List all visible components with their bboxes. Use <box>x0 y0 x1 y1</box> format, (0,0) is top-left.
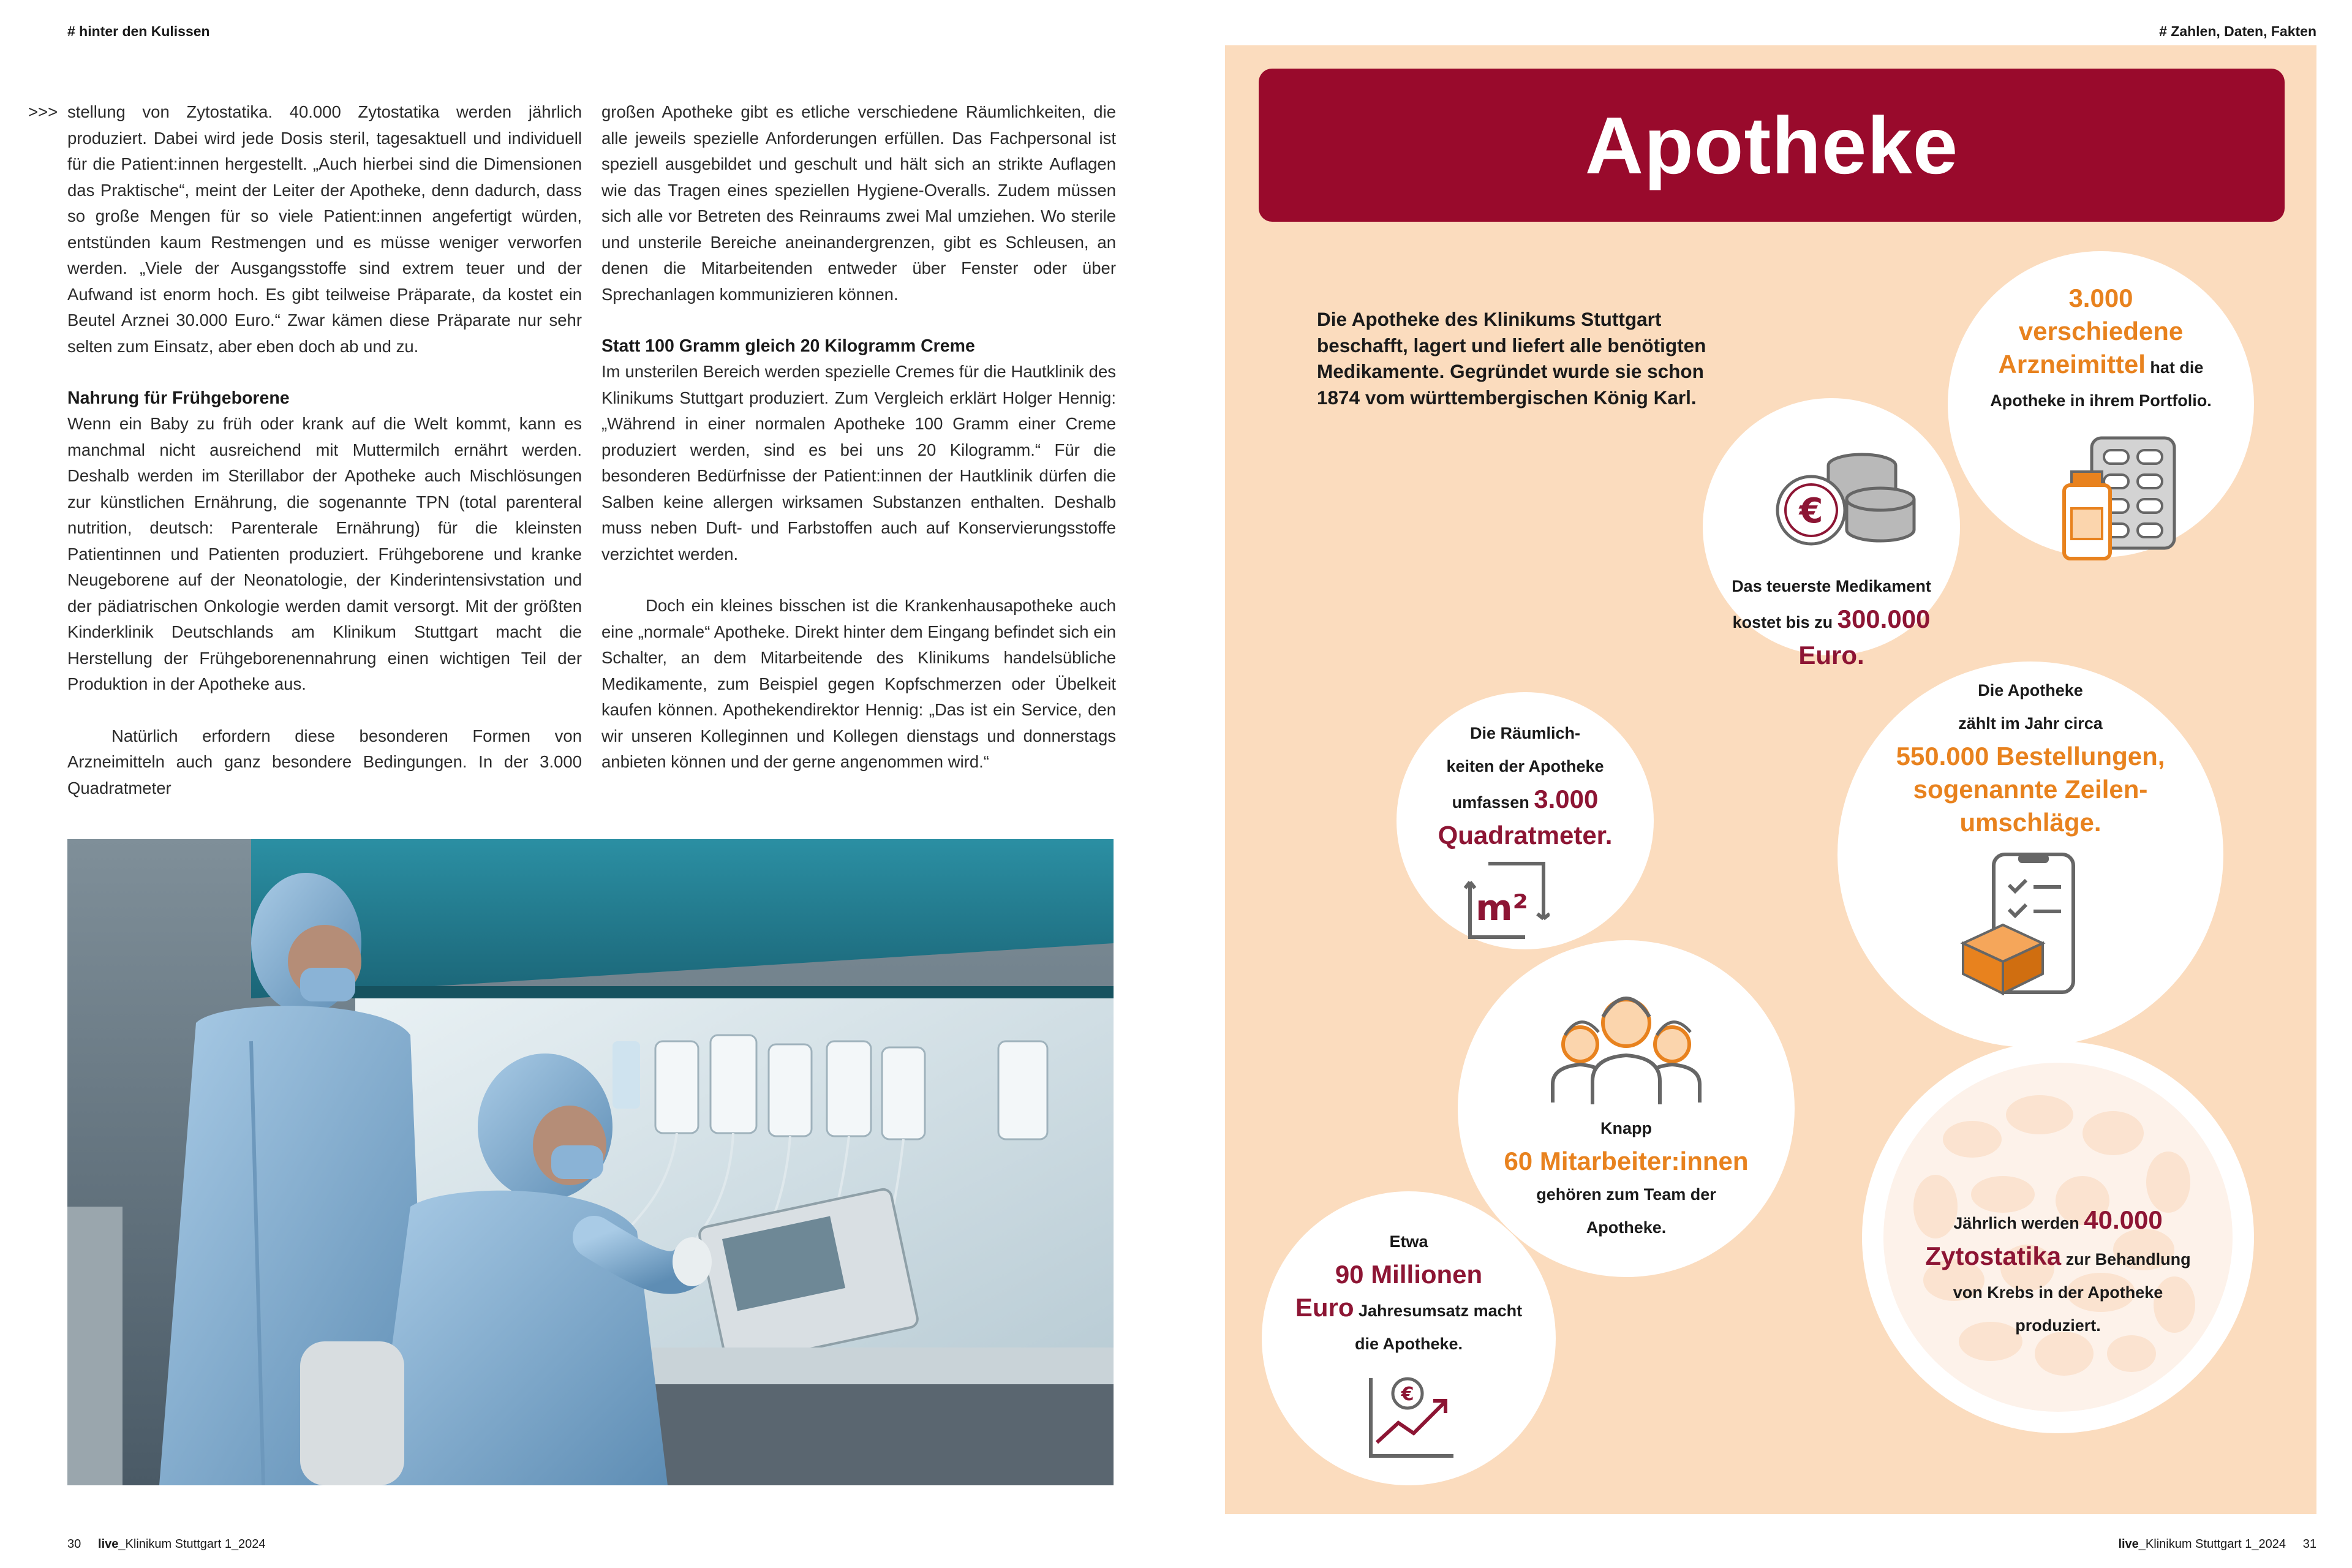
fact-revenue-unit: Euro <box>1295 1293 1354 1322</box>
paragraph: großen Apotheke gibt es etliche verschiedene Räumlichkeiten, die alle jeweils spezielle Anforderungen erfüllen. Das Fachpersonal ist speziell ausgebildet und geschult und hält sich an strikte Auflagen wie das Tragen eines speziellen Hygiene-Overalls. Zudem müssen sich alle vor Betreten des Reinraums zwei Mal umziehen. Wo sterile und unsterile Bereiche aneinandergrenzen, gibt es Schleusen, an denen die Mitarbeitenden entweder über Fenster oder über Sprechanlagen kommunizieren können. <box>601 102 1116 304</box>
svg-text:€: € <box>1401 1384 1414 1405</box>
infographic-title: Apotheke <box>1585 100 1959 190</box>
fact-medicines-number: 3.000 <box>2068 284 2133 312</box>
svg-text:€: € <box>1799 491 1823 531</box>
fact-orders-line2: zählt im Jahr circa <box>1958 714 2103 733</box>
fact-cytostatics <box>1880 1204 2236 1342</box>
revenue-chart-icon <box>1365 1375 1457 1461</box>
continuation-mark: >>> <box>28 102 58 121</box>
fact-revenue-number: 90 Millionen <box>1335 1260 1483 1289</box>
fact-orders-highlight: sogenannte Zeilen- <box>1913 775 2148 804</box>
subheading: Statt 100 Gramm gleich 20 Kilogramm Creme <box>601 336 975 356</box>
paragraph: Im unsterilen Bereich werden spezielle Cremes für die Hautklinik des Klinikums Stuttgart produziert. Zum Vergleich erklärt Holger Hennig: „Während in einer normalen Apotheke 100 Gramm einer Creme produziert werden, sind es bei uns 20 Kilogramm.“ Für die besonderen Bedürfnisse der Patient:innen der Hautklinik dürfen die Salben keine allergen wirksamen Substanzen enthalten. Deshalb muss neben Duft- und Farbstoffen auch auf Konservierungsstoffe verzichtet werden. <box>601 362 1116 564</box>
fact-orders-number: 550.000 Bestellungen, <box>1896 742 2165 771</box>
svg-text:m²: m² <box>1476 887 1528 929</box>
fact-cytostatics-number: 40.000 <box>2084 1205 2163 1234</box>
article-column-2 <box>601 99 1116 775</box>
fact-expensive-line1: Das teuerste Medikament <box>1732 577 1931 595</box>
fact-revenue-line1: Etwa <box>1389 1232 1428 1251</box>
fact-medicines <box>1954 282 2248 417</box>
fact-staff-number: 60 Mitarbeiter:innen <box>1504 1147 1749 1175</box>
pills-icon <box>2058 435 2180 564</box>
fact-area <box>1403 717 1648 852</box>
section-tag-right: # Zahlen, Daten, Fakten <box>2159 23 2316 39</box>
page-number: 31 <box>2302 1537 2316 1551</box>
fact-staff-line3: Apotheke. <box>1586 1218 1667 1237</box>
fact-medicines-highlight2: Arzneimittel <box>1998 350 2146 379</box>
magazine-brand: live <box>98 1537 119 1551</box>
magazine-brand: live <box>2118 1537 2139 1551</box>
coins-euro-icon <box>1773 450 1920 548</box>
fact-area-unit: Quadratmeter. <box>1438 821 1613 850</box>
fact-staff-line2: gehören zum Team der <box>1536 1185 1716 1204</box>
fact-area-number: 3.000 <box>1534 785 1599 813</box>
fact-orders-highlight2: umschläge. <box>1959 808 2101 837</box>
fact-expensive <box>1709 570 1954 672</box>
section-tag-left: # hinter den Kulissen <box>67 23 210 39</box>
paragraph: Doch ein kleines bisschen ist die Krankenhausapotheke auch eine „normale“ Apotheke. Direkt hinter dem Eingang befindet sich ein Schalter, an dem Mitarbeitende des Klinikums handelsübliche Medikamente, zum Beispiel gegen Kopfschmerzen oder Übelkeit kaufen können. Apothekendirektor Hennig: „Das ist ein Service, den wir unseren Kolleginnen und Kollegen dienstags und donnerstags anbieten können und der gerne angenommen wird.“ <box>601 596 1116 771</box>
infographic-intro: Die Apotheke des Klinikums Stuttgart beschafft, lagert und liefert alle benötigten Medikamente. Gegründet wurde sie schon 1874 vom württembergischen König Karl. <box>1317 308 1706 409</box>
fact-area-line1: Die Räumlich- <box>1469 724 1581 742</box>
footer-right <box>2118 1537 2316 1551</box>
fact-expensive-unit: Euro. <box>1798 641 1864 669</box>
square-meter-icon <box>1464 858 1550 943</box>
fact-area-line2: keiten der Apotheke <box>1446 757 1604 775</box>
fact-orders-line1: Die Apotheke <box>1978 681 2083 699</box>
fact-medicines-line: Apotheke in ihrem Portfolio. <box>1990 391 2212 410</box>
fact-revenue <box>1271 1225 1547 1360</box>
fact-staff-line1: Knapp <box>1600 1119 1652 1137</box>
fact-revenue-line2: die Apotheke. <box>1354 1335 1463 1353</box>
subheading: Nahrung für Frühgeborene <box>67 388 290 408</box>
article-column-1 <box>67 99 582 801</box>
fact-orders <box>1844 674 2217 839</box>
fact-cytostatics-line3: produziert. <box>2015 1316 2101 1335</box>
fact-cytostatics-highlight: Zytostatika <box>1925 1242 2062 1270</box>
paragraph: stellung von Zytostatika. 40.000 Zytostatika werden jährlich produziert. Dabei wird jede Dosis steril, tagesaktuell und individuell für die Patient:innen hergestellt. „Auch hierbei sind die Dimensionen das Praktische“, meint der Leiter der Apotheke, denn dadurch, dass so große Mengen für so viele Patient:innen angefertigt würden, entstünden kaum Restmengen und es müsse weniger verworfen werden. „Viele der Ausgangsstoffe sind extrem teuer und der Aufwand ist enorm hoch. Es gibt teilweise Präparate, da kostet ein Beutel Arznei 30.000 Euro.“ Zwar kämen diese Präparate nur sehr selten zum Einsatz, aber eben doch ab und zu. <box>67 102 582 356</box>
cleanroom-lab-photo <box>67 839 1114 1485</box>
fact-medicines-after: hat die <box>2145 358 2204 377</box>
fact-area-line3: umfassen <box>1452 793 1534 812</box>
fact-cytostatics-line2: von Krebs in der Apotheke <box>1953 1283 2163 1302</box>
magazine-issue: _Klinikum Stuttgart 1_2024 <box>2138 1537 2286 1551</box>
fact-revenue-after: Jahresumsatz macht <box>1354 1302 1523 1320</box>
fact-medicines-highlight: verschiedene <box>2018 317 2184 345</box>
fact-staff <box>1470 1112 1782 1244</box>
magazine-issue: _Klinikum Stuttgart 1_2024 <box>118 1537 266 1551</box>
fact-cytostatics-line1: Jährlich werden <box>1953 1214 2084 1232</box>
infographic-title-bar <box>1259 69 2285 222</box>
paragraph: Wenn ein Baby zu früh oder krank auf die Welt kommt, kann es manchmal nicht ausreichend mit Muttermilch ernährt werden. Deshalb werden im Sterillabor der Apotheke auch Mischlösungen zur künstlichen Ernährung, die sogenannte TPN (total parenteral nutrition, deutsch: Parenterale Ernährung) für die kleinsten Patientinnen und Patienten produziert. Frühgeborene und kranke Neugeborene auf der Neonatologie, der Kinderintensivstation und der pädiatrischen Onkologie werden damit versorgt. Mit der größten Kinderklinik Deutschlands am Klinikum Stuttgart macht die Herstellung der Frühgeborenennahrung einen wichtigen Teil der Produktion in der Apotheke aus. <box>67 414 582 693</box>
footer-left <box>67 1537 266 1551</box>
paragraph: Natürlich erfordern diese besonderen Formen von Arzneimitteln auch ganz besondere Bedingungen. In der 3.000 Quadratmeter <box>67 726 582 797</box>
team-icon <box>1547 989 1706 1106</box>
fact-expensive-number: 300.000 <box>1837 605 1931 633</box>
fact-cytostatics-after: zur Behandlung <box>2061 1250 2191 1268</box>
page-number: 30 <box>67 1537 81 1551</box>
order-package-icon <box>1957 851 2086 998</box>
fact-expensive-line2: kostet bis zu <box>1732 613 1838 631</box>
